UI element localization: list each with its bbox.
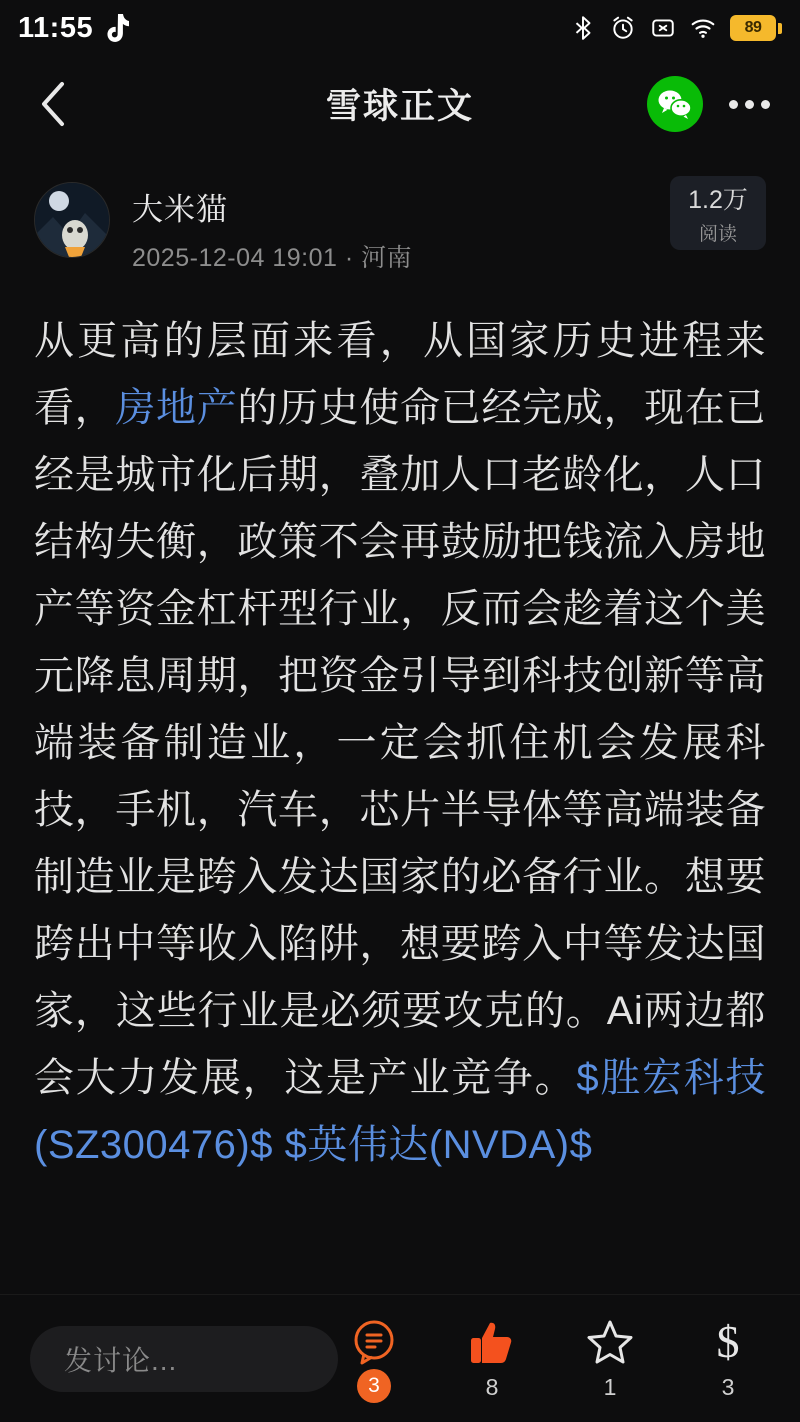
wifi-icon: [690, 15, 716, 41]
post-text-seg1: 从更高的层面来看，从国家历史进程来看，: [34, 319, 766, 430]
action-buttons: [338, 1316, 770, 1401]
author-name[interactable]: 大米猫: [132, 192, 228, 227]
more-dot: [761, 100, 770, 109]
star-icon: [586, 1316, 634, 1368]
more-options-button[interactable]: [725, 90, 774, 119]
post-text-space: [273, 1123, 285, 1167]
post-text: [34, 308, 766, 1179]
status-bar-left: [18, 12, 129, 45]
navigation-actions: [647, 76, 774, 132]
battery-level: 89: [730, 15, 776, 41]
wechat-icon: [657, 89, 693, 119]
page-title: 雪球正文: [325, 87, 474, 126]
post-content: [0, 152, 800, 1294]
reward-count: 3: [721, 1374, 735, 1400]
favorite-count: 1: [603, 1374, 617, 1400]
bottom-action-bar: [0, 1294, 800, 1422]
author-row: [34, 152, 766, 284]
read-count-label: 阅读: [698, 224, 737, 245]
navigation-bar: [0, 56, 800, 152]
more-dot: [729, 100, 738, 109]
dollar-glyph: $: [716, 1316, 740, 1367]
cashtag-link-nvidia[interactable]: $英伟达(NVDA)$: [284, 1123, 593, 1167]
battery-cap: [778, 23, 782, 34]
no-sim-icon: [650, 15, 676, 41]
real-estate-link[interactable]: 房地产: [115, 386, 238, 430]
chevron-left-icon: [36, 80, 70, 128]
post-text-seg2: 的历史使命已经完成，现在已经是城市化后期，叠加人口老龄化，人口结构失衡，政策不会再鼓励把钱流入房地产等资金杠杆型行业，反而会趁着这个美元降息周期，把资金引导到科技创新等高端装备制造业，一定会抓住机会发展科技，手机，汽车，芯片半导体等高端装备制造业是跨入发达国家的必备行业。想要跨出中等收入陷阱，想要跨入中等发达国家，这些行业是必须要攻克的。Ai两边都会大力发展，这是产业竞争。: [34, 386, 767, 1100]
user-avatar-image: [35, 183, 110, 258]
thumbs-up-icon: [469, 1316, 515, 1368]
comment-placeholder: 发讨论...: [64, 1344, 178, 1376]
more-dot: [745, 100, 754, 109]
favorite-action[interactable]: [574, 1316, 646, 1401]
reward-action[interactable]: [692, 1316, 764, 1401]
comment-icon: [350, 1316, 398, 1368]
like-count: 8: [485, 1374, 499, 1400]
tiktok-music-note-icon: [103, 13, 129, 43]
dollar-icon: [717, 1316, 740, 1368]
alarm-icon: [610, 15, 636, 41]
like-action[interactable]: [456, 1316, 528, 1401]
status-bar-right: [570, 15, 782, 41]
comment-input[interactable]: [30, 1326, 338, 1392]
comment-count-badge: 3: [357, 1369, 391, 1403]
comment-action[interactable]: [338, 1316, 410, 1401]
wechat-share-button[interactable]: [647, 76, 703, 132]
battery-icon: [730, 15, 782, 41]
bluetooth-icon: [570, 15, 596, 41]
cashtag-link-shenghong[interactable]: $胜宏科技(SZ300476)$: [34, 1056, 767, 1167]
post-timestamp-location: 2025-12-04 19:01 · 河南: [132, 244, 413, 272]
back-button[interactable]: [26, 77, 80, 131]
author-meta: [132, 182, 412, 274]
avatar[interactable]: [34, 182, 110, 258]
status-time: 11:55: [18, 11, 94, 44]
status-bar: [0, 0, 800, 56]
read-count-value: 1.2万: [688, 186, 748, 214]
read-count-badge[interactable]: [670, 176, 766, 250]
